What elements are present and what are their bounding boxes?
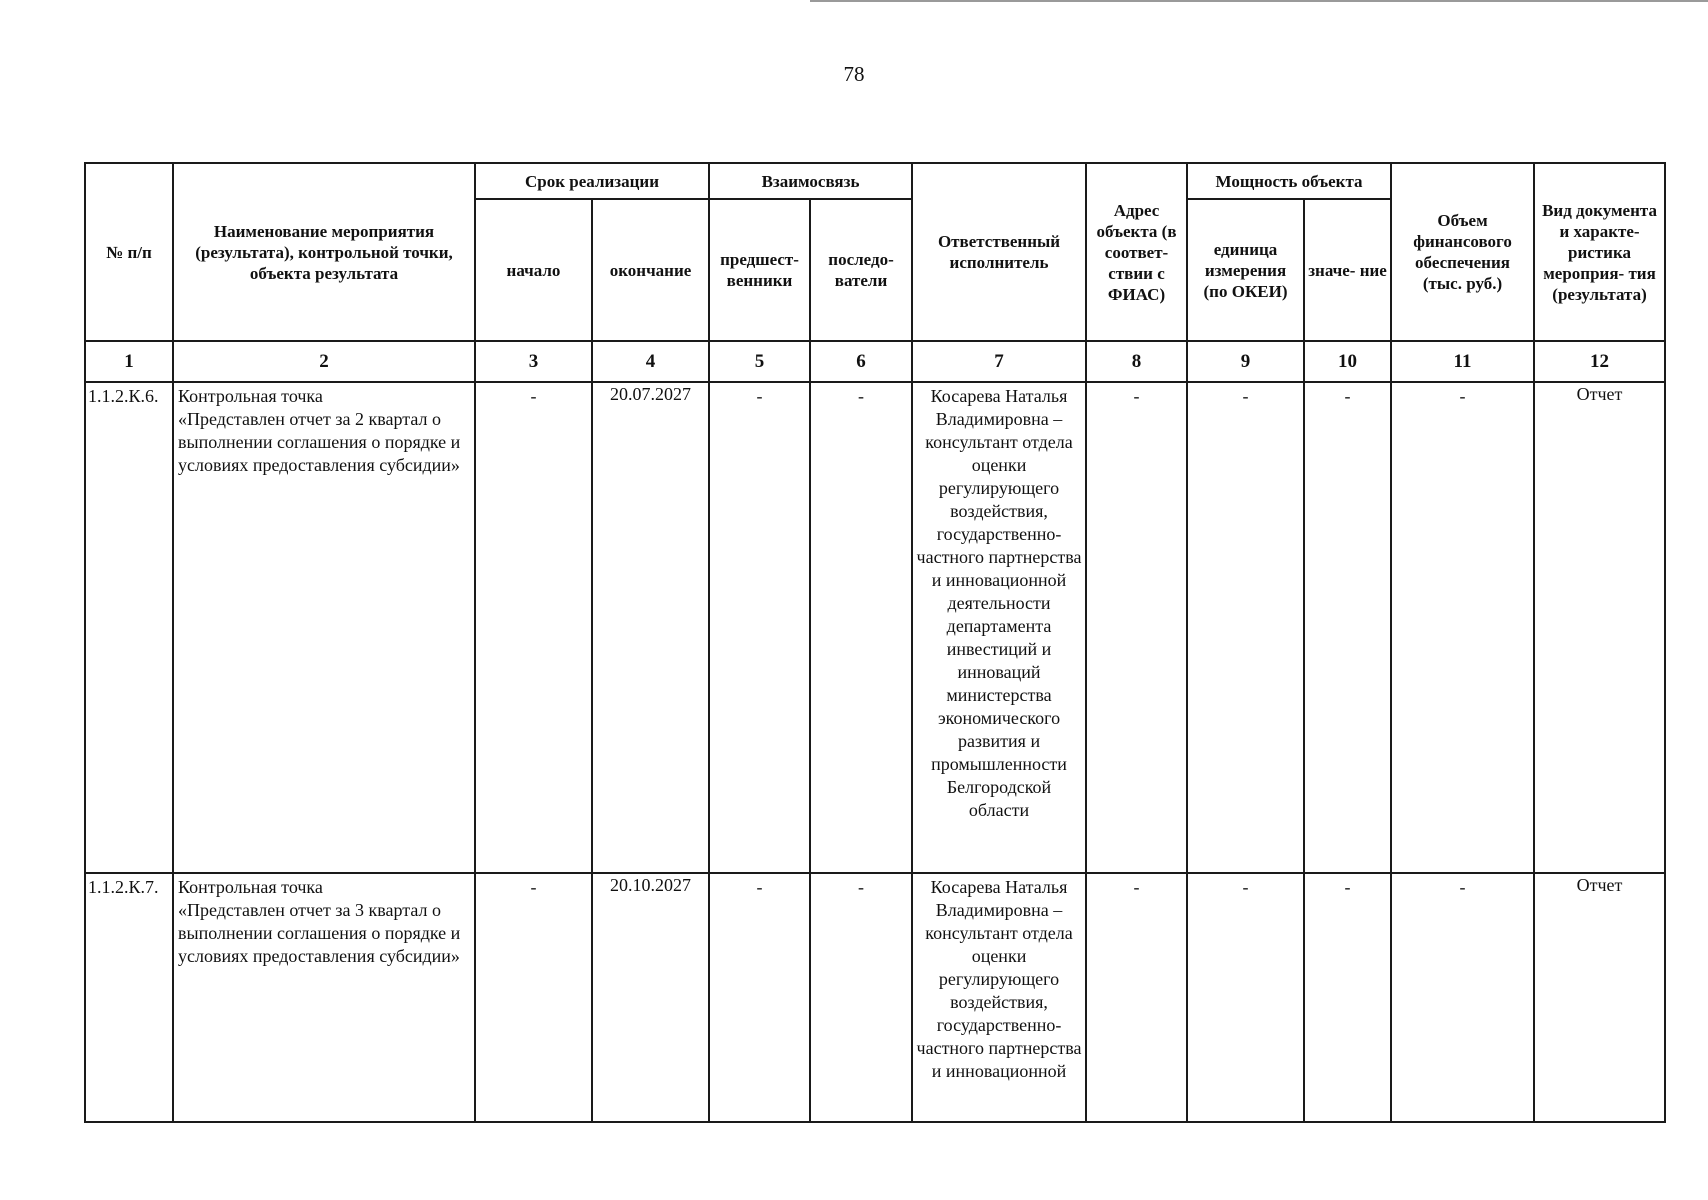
row-funding: -: [1391, 873, 1534, 1122]
row-number: 1.1.2.К.6.: [85, 382, 173, 873]
table-row: [85, 382, 1665, 873]
column-number: 4: [592, 341, 709, 382]
header-start: начало: [475, 199, 592, 341]
row-value: -: [1304, 382, 1391, 873]
row-address: -: [1086, 382, 1187, 873]
row-value: -: [1304, 873, 1391, 1122]
column-number-row: [85, 341, 1665, 382]
row-start: -: [475, 873, 592, 1122]
row-doc-type: Отчет: [1534, 382, 1665, 873]
row-predecessors: -: [709, 873, 810, 1122]
header-funding: Объем финансового обеспечения (тыс. руб.): [1391, 163, 1534, 341]
row-number: 1.1.2.К.7.: [85, 873, 173, 1122]
row-address: -: [1086, 873, 1187, 1122]
row-name-title: Контрольная точка: [178, 386, 323, 406]
plan-table: [84, 162, 1666, 1123]
row-end: 20.07.2027: [592, 382, 709, 873]
header-term-group: Срок реализации: [475, 163, 709, 199]
column-number: 1: [85, 341, 173, 382]
column-number: 3: [475, 341, 592, 382]
header-link-group: Взаимосвязь: [709, 163, 912, 199]
row-successors: -: [810, 873, 912, 1122]
page-number: 78: [843, 62, 865, 86]
header-successors: последо- ватели: [810, 199, 912, 341]
header-value: значе- ние: [1304, 199, 1391, 341]
row-funding: -: [1391, 382, 1534, 873]
column-number: 10: [1304, 341, 1391, 382]
table-row: [85, 873, 1665, 1122]
header-name: Наименование мероприятия (результата), контрольной точки, объекта результата: [173, 163, 475, 341]
column-number: 12: [1534, 341, 1665, 382]
column-number: 2: [173, 341, 475, 382]
column-number: 9: [1187, 341, 1304, 382]
row-successors: -: [810, 382, 912, 873]
header-unit: единица измерения (по ОКЕИ): [1187, 199, 1304, 341]
row-name: [173, 873, 475, 1122]
header-end: окончание: [592, 199, 709, 341]
row-doc-type: Отчет: [1534, 873, 1665, 1122]
row-start: -: [475, 382, 592, 873]
scan-top-rule: [810, 0, 1708, 2]
row-executor-text: Косарева Наталья Владимировна – консультант отдела оценки регулирующего воздействия, государственно-частного партнерства и инновационной: [916, 877, 1082, 1081]
header-no: № п/п: [85, 163, 173, 341]
row-name-text: «Представлен отчет за 3 квартал о выполнении соглашения о порядке и условиях предоставления субсидии»: [178, 900, 461, 966]
header-predecessors: предшест- венники: [709, 199, 810, 341]
column-number: 8: [1086, 341, 1187, 382]
row-name-text: «Представлен отчет за 2 квартал о выполнении соглашения о порядке и условиях предоставления субсидии»: [178, 409, 461, 475]
header-address: Адрес объекта (в соответ- ствии с ФИАС): [1086, 163, 1187, 341]
column-number: 11: [1391, 341, 1534, 382]
column-number: 6: [810, 341, 912, 382]
row-unit: -: [1187, 382, 1304, 873]
row-end: 20.10.2027: [592, 873, 709, 1122]
row-unit: -: [1187, 873, 1304, 1122]
row-executor: Косарева Наталья Владимировна – консультант отдела оценки регулирующего воздействия, государственно-частного партнерства и инновационной деятельности департамента инвестиций и инноваций министерства экономического развития и промышленности Белгородской области: [912, 382, 1086, 873]
row-predecessors: -: [709, 382, 810, 873]
row-name: [173, 382, 475, 873]
row-name-title: Контрольная точка: [178, 877, 323, 897]
header-doc-type: Вид документа и характе- ристика мероприя- тия (результата): [1534, 163, 1665, 341]
column-number: 7: [912, 341, 1086, 382]
header-executor: Ответственный исполнитель: [912, 163, 1086, 341]
table-header: [85, 163, 1665, 341]
row-executor: [912, 873, 1086, 1122]
column-number: 5: [709, 341, 810, 382]
header-capacity-group: Мощность объекта: [1187, 163, 1391, 199]
